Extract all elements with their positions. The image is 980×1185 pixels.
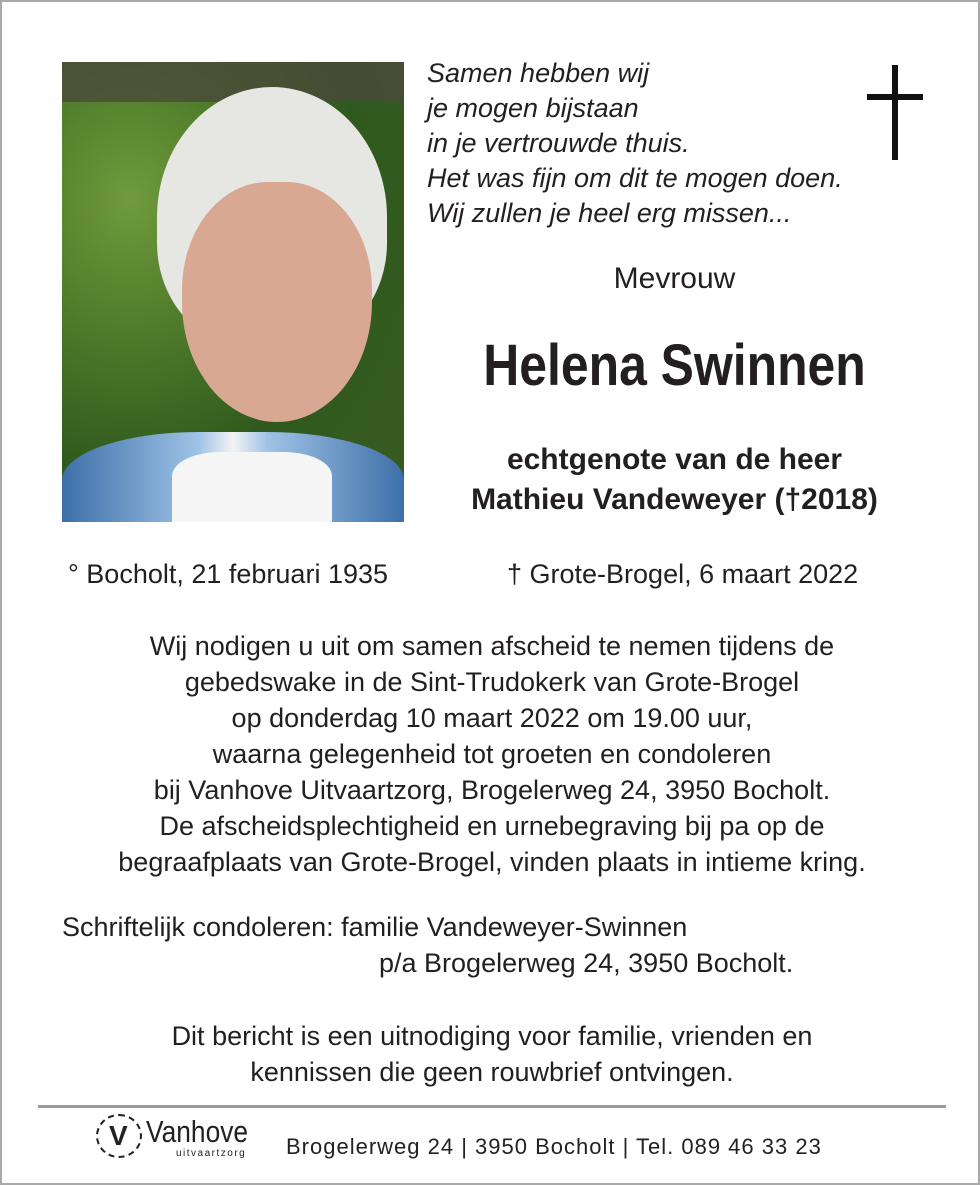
poem-line: in je vertrouwde thuis.: [427, 128, 690, 158]
spouse-line: Mathieu Vandeweyer (†2018): [471, 483, 878, 516]
condolence-address: p/a Brogelerweg 24, 3950 Bocholt.: [379, 948, 794, 978]
note-line: Dit bericht is een uitnodiging voor familie, vrienden en: [171, 1021, 813, 1051]
poem-line: Het was fijn om dit te mogen doen.: [427, 163, 843, 193]
invitation-line: op donderdag 10 maart 2022 om 19.00 uur,: [231, 703, 753, 733]
invitation-line: De afscheidsplechtigheid en urnebegraving bij pa op de: [159, 811, 825, 841]
birth-info: ° Bocholt, 21 februari 1935: [68, 559, 389, 589]
poem: [427, 56, 843, 231]
footer-divider: [38, 1105, 946, 1108]
spouse-line: echtgenote van de heer: [506, 443, 843, 476]
invitation-line: bij Vanhove Uitvaartzorg, Brogelerweg 24, 3950 Bocholt.: [153, 775, 831, 805]
invitation-line: gebedswake in de Sint-Trudokerk van Grote-Brogel: [184, 667, 800, 697]
invitation-line: waarna gelegenheid tot groeten en condoleren: [212, 739, 772, 769]
logo-subtitle: uitvaartzorg: [176, 1148, 247, 1159]
invitation-text: [42, 628, 942, 880]
spouse-info: [412, 440, 937, 520]
invitation-line: begraafplaats van Grote-Brogel, vinden plaats in intieme kring.: [118, 847, 866, 877]
deceased-name: Helena Swinnen: [483, 333, 866, 398]
poem-line: Wij zullen je heel erg missen...: [427, 198, 792, 228]
death-info: † Grote-Brogel, 6 maart 2022: [507, 559, 859, 589]
logo-letter: V: [109, 1120, 128, 1151]
portrait-photo: [62, 62, 404, 522]
invitation-line: Wij nodigen u uit om samen afscheid te nemen tijdens de: [149, 631, 835, 661]
footer-address: Brogelerweg 24 | 3950 Bocholt | Tel. 089 46 33 23: [286, 1134, 822, 1159]
poem-line: Samen hebben wij: [427, 58, 650, 88]
note-line: kennissen die geen rouwbrief ontvingen.: [250, 1057, 734, 1087]
condolence-line: Schriftelijk condoleren: familie Vandeweyer-Swinnen: [62, 912, 688, 942]
invitation-note: [42, 1018, 942, 1090]
salutation: Mevrouw: [613, 262, 736, 295]
poem-line: je mogen bijstaan: [427, 93, 639, 123]
logo-name: Vanhove: [146, 1114, 249, 1149]
